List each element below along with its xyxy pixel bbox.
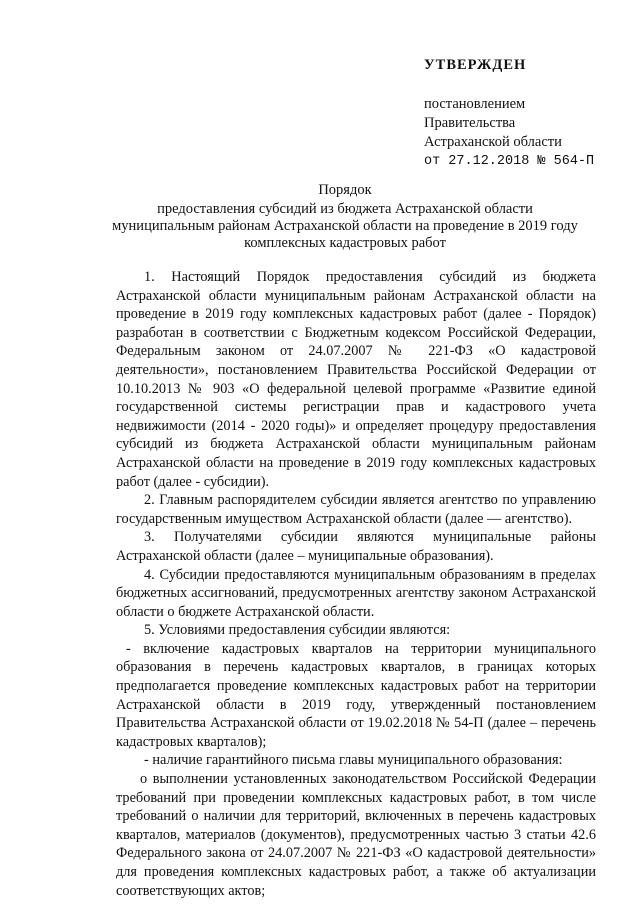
approval-line-3: Астраханской области — [424, 134, 562, 150]
paragraph-5: 5. Условиями предоставления субсидии являются: — [144, 622, 451, 639]
condition-item-2: - наличие гарантийного письма главы муниципального образования: — [144, 752, 563, 769]
approval-line-1: постановлением — [424, 96, 526, 112]
document-body — [116, 268, 596, 900]
approval-stamp — [424, 56, 594, 171]
paragraph-3: 3. Получателями субсидии являются муниципальные районы Астраханской области (далее – муниципальные образования). — [116, 529, 596, 564]
approval-heading: УТВЕРЖДЕН — [424, 57, 527, 73]
condition-item-2-detail: о выполнении установленных законодательством Российской Федерации требований при проведении комплексных кадастровых работ, в том числе требований о наличии для территорий, включенных в перечень кадастровых кварталов, материалов (документов), предусмотренных частью 3 статьи 42.6 Федерального закона от 24.07.2007 № 221-ФЗ «О кадастровой деятельности» для проведения комплексных кадастровых работ, а также об актуализации соответствующих актов; — [116, 771, 596, 899]
title-text: предоставления субсидий из бюджета Астраханской области муниципальным районам Астраханской области на проведение в 2019 году комплексных кадастровых работ — [112, 201, 578, 251]
approval-date: от 27.12.2018 № 564-П — [424, 154, 595, 169]
condition-item-1: - включение кадастровых кварталов на территории муниципального образования в перечень кадастровых кварталов, в границах которых предполагается проведение комплексных кадастровых работ на территории Астраханской области в 2019 году, утвержденный постановлением Правительства Астраханской области от 19.02.2018 № 54-П (далее – перечень кадастровых кварталов); — [116, 640, 596, 750]
document-title — [110, 182, 580, 252]
paragraph-4: 4. Субсидии предоставляются муниципальным образованиям в пределах бюджетных ассигнований, предусмотренных агентству законом Астраханской области о бюджете Астраханской области. — [116, 566, 596, 620]
title-word: Порядок — [318, 182, 372, 198]
paragraph-1: 1. Настоящий Порядок предоставления субсидий из бюджета Астраханской области муниципальным районам Астраханской области на проведение в 2019 году комплексных кадастровых работ (далее - Порядок) разработан в соответствии с Бюджетным кодексом Российской Федерации, Федеральным законом от 24.07.2007 № 221-ФЗ «О кадастровой деятельности», постановлением Правительства Российской Федерации от 10.10.2013 № 903 «О федеральной целевой программе «Развитие единой государственной системы регистрации прав и кадастрового учета недвижимости (2014 - 2020 годы)» и определяет процедуру предоставления субсидий из бюджета Астраханской области муниципальным районам Астраханской области на проведение в 2019 году комплексных кадастровых работ (далее - субсидии). — [116, 269, 596, 490]
approval-line-2: Правительства — [424, 115, 516, 131]
paragraph-2: 2. Главным распорядителем субсидии является агентство по управлению государственным имуществом Астраханской области (далее — агентство). — [116, 492, 596, 527]
